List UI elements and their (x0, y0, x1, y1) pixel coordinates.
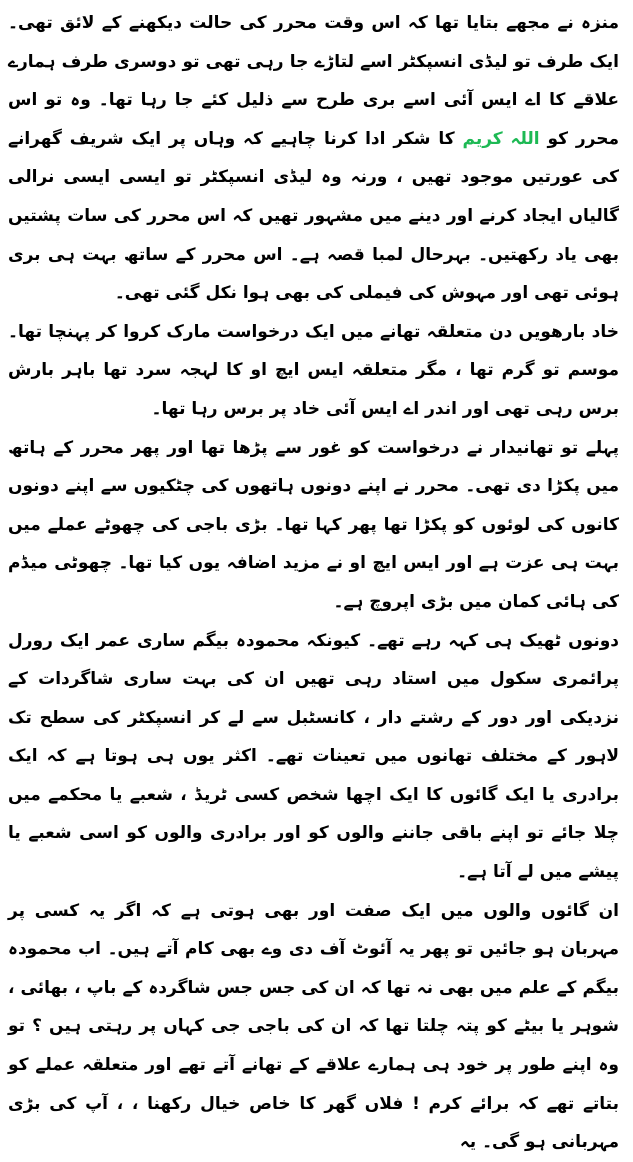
paragraph-1-text-start: منزہ نے مجھے بتایا تھا کہ اس وقت محرر کی حالت دیکھنے کے لائق تھی۔ ایک طرف تو لیڈی انسپکٹر اسے لتاڑے جا رہی تھی تو دوسری طرف ہمارے علاقے کا اے ایس آئی اسے بری طرح سے ذلیل کئے جا رہا تھا۔ وہ تو اس محرر کو (8, 13, 620, 149)
paragraph-1-text-end: کا شکر ادا کرنا چاہیے کہ وہاں پر ایک شریف گھرانے کی عورتیں موجود تھیں ، ورنہ وہ لیڈی انسپکٹر تو ایسی ایسی نرالی گالیاں ایجاد کرنے اور دینے میں مشہور تھیں کہ اس محرر کی سات پشتیں بھی یاد رکھتیں۔ بہرحال لمبا قصہ ہے۔ اس محرر کے ساتھ بہت ہی بری ہوئی تھی اور مہوش کی فیملی کی بھی ہوا نکل گئی تھی۔ (8, 128, 619, 304)
paragraph-3: پہلے تو تھانیدار نے درخواست کو غور سے پڑھا تھا اور پھر محرر کے ہاتھ میں پکڑا دی تھی۔ محرر نے اپنے دونوں ہاتھوں کی چٹکیوں سے اپنے دونوں کانوں کی لوئوں کو پکڑا تھا پھر کہا تھا۔ بڑی باجی کی چھوٹے عملے میں بہت ہی عزت ہے اور ایس ایچ او نے مزید اضافہ یوں کیا تھا۔ چھوٹی میڈم کی ہائی کمان میں بڑی اپروچ ہے۔ (8, 437, 619, 612)
highlighted-phrase: اللہ کریم (462, 128, 540, 149)
paragraph-5: ان گائوں والوں میں ایک صفت اور بھی ہوتی ہے کہ اگر یہ کسی پر مہربان ہو جائیں تو پھر یہ آئوٹ آف دی وے بھی کام آتے ہیں۔ اب محمودہ بیگم کے علم میں بھی نہ تھا کہ ان کی جس جس شاگردہ کے باپ ، بھائی ، شوہر یا بیٹے کو پتہ چلتا تھا کہ ان کی باجی جی کہاں پر رہتی ہیں ؟ تو وہ اپنے طور پر خود ہی ہمارے علاقے کے تھانے آتے تھے اور متعلقہ عملے کو بتاتے تھے کہ برائے کرم ! فلاں گھر کا خاص خیال رکھنا ، ، آپ کی بڑی مہربانی ہو گی۔ یہ (8, 900, 619, 1153)
paragraph-1 (8, 4, 619, 313)
paragraph-4: دونوں ٹھیک ہی کہہ رہے تھے۔ کیونکہ محمودہ بیگم ساری عمر ایک رورل پرائمری سکول میں استاد رہی تھیں ان کی بہت ساری شاگردات کے نزدیکی اور دور کے رشتے دار ، کانسٹبل سے لے کر انسپکٹر کی سطح تک لاہور کے مختلف تھانوں میں تعینات تھے۔ اکثر یوں ہی ہوتا ہے کہ ایک برادری یا ایک گائوں کا ایک اچھا شخص کسی ٹریڈ ، شعبے یا محکمے میں چلا جائے تو اپنے باقی جاننے والوں کو اور برادری والوں کو اسی شعبے یا پیشے میں لے آتا ہے۔ (8, 630, 619, 883)
paragraph-2: خاد بارھویں دن متعلقہ تھانے میں ایک درخواست مارک کروا کر پہنچا تھا۔ موسم تو گرم تھا ، مگر متعلقہ ایس ایچ او کا لہجہ سرد تھا باہر بارش برس رہی تھی اور اندر اے ایس آئی خاد پر برس رہا تھا۔ (8, 321, 619, 419)
